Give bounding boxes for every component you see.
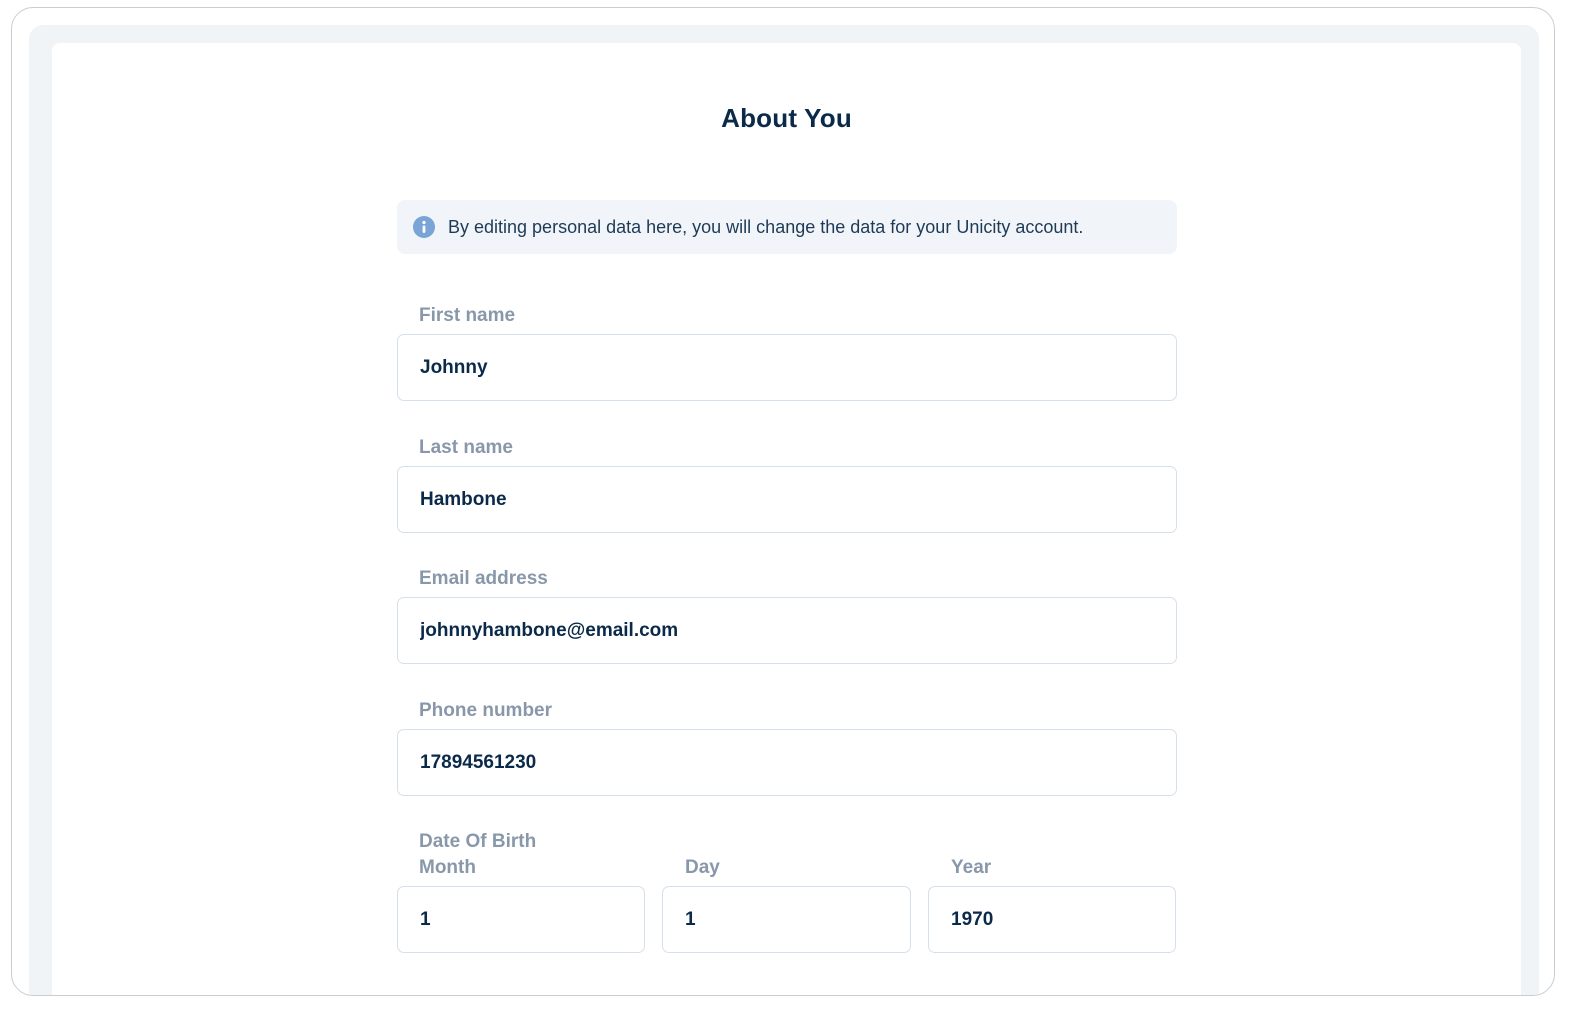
first-name-field[interactable] <box>397 334 1177 401</box>
about-you-card <box>52 43 1521 996</box>
first-name-label: First name <box>419 305 516 326</box>
info-notice <box>397 200 1177 254</box>
email-field[interactable] <box>397 597 1177 664</box>
dob-day-label: Day <box>685 857 720 878</box>
last-name-label: Last name <box>419 437 513 458</box>
dob-month-field[interactable] <box>397 886 645 953</box>
last-name-field[interactable] <box>397 466 1177 533</box>
info-notice-text: By editing personal data here, you will change the data for your Unicity account. <box>448 216 1084 237</box>
dob-day-field[interactable] <box>662 886 911 953</box>
page-title: About You <box>721 103 852 133</box>
dob-year-field[interactable] <box>928 886 1176 953</box>
window-frame <box>11 7 1555 996</box>
dob-month-label: Month <box>419 857 476 878</box>
dob-year-label: Year <box>951 857 992 878</box>
email-label: Email address <box>419 568 548 589</box>
dob-label: Date Of Birth <box>419 831 537 852</box>
phone-label: Phone number <box>419 700 553 721</box>
info-icon <box>413 216 435 238</box>
phone-field[interactable] <box>397 729 1177 796</box>
